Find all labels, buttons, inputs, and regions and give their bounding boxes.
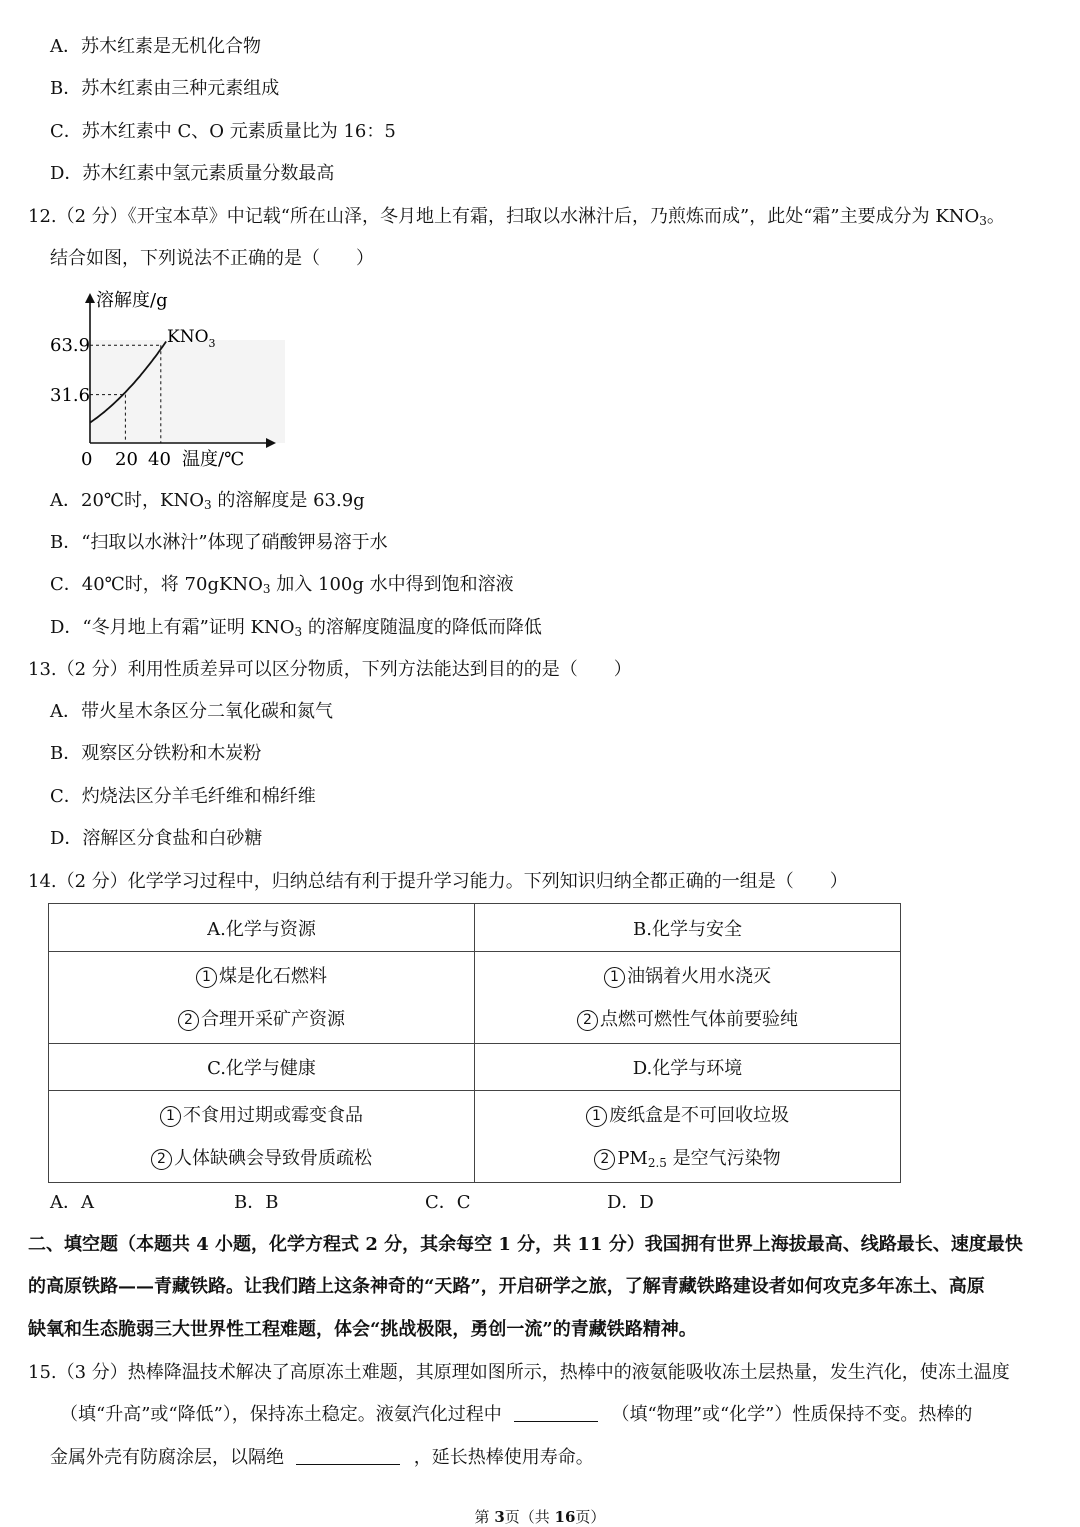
q13-stem: 13.（2 分）利用性质差异可以区分物质，下列方法能达到目的的是（ ） [28,659,632,680]
circled-number-2: 2 [151,1149,172,1170]
circled-number-2: 2 [577,1010,598,1031]
q11-option-a: A．苏木红素是无机化合物 [50,36,261,57]
list-item [49,1137,474,1180]
q12-option-a-text: A．20℃时，KNO [50,490,204,511]
q12-option-a-text-end: 的溶解度是 63.9g [211,490,365,511]
item-text: PM [617,1147,648,1169]
item-text: 合理开采矿产资源 [201,1008,345,1030]
list-item [475,998,900,1041]
blank-1[interactable] [514,1405,598,1422]
y-axis-label: 溶解度/g [96,290,168,311]
q11-option-c: C．苏木红素中 C、O 元素质量比为 16：5 [50,121,396,142]
subscript: 3 [294,625,303,639]
blank-2[interactable] [296,1448,400,1465]
q12-option-d-text-end: 的溶解度随温度的降低而降低 [302,617,542,638]
table-row [49,1044,901,1091]
item-text: 不食用过期或霉变食品 [183,1104,363,1126]
series-label-sub: 3 [208,337,216,350]
q13-option-d: D．溶解区分食盐和白砂糖 [50,828,263,849]
q15-line3-text: 金属外壳有防腐涂层，以隔绝 [50,1447,284,1468]
q12-option-b: B．“扫取以水淋汁”体现了硝酸钾易溶于水 [50,532,388,553]
q12-stem-line1 [28,206,1005,228]
total-pages: 16 [554,1508,576,1526]
subscript: 3 [262,582,271,596]
q15-line2-text: （填“升高”或“降低”），保持冻土稳定。液氨汽化过程中 [60,1404,502,1425]
section2-line3: 缺氧和生态脆弱三大世界性工程难题，体会“挑战极限，勇创一流”的青藏铁路精神。 [28,1319,697,1340]
q12-stem-line2: 结合如图，下列说法不正确的是（ ） [50,248,374,269]
item-text: 人体缺碘会导致骨质疏松 [174,1147,372,1169]
table-row [49,952,901,1044]
circled-number-2: 2 [594,1149,615,1170]
cell-d-head: D.化学与环境 [475,1044,901,1091]
subscript: 3 [979,214,987,228]
subscript: 3 [204,498,212,512]
chart-background [90,340,285,443]
q15-line3 [50,1447,594,1469]
page-number: 3 [494,1508,505,1526]
q14-answer-d: D．D [607,1192,654,1213]
q12-option-d-text: D．“冬月地上有霜”证明 KNO [50,617,295,638]
item-text-end: 是空气污染物 [666,1147,781,1169]
footer-text: 页（共 [504,1508,555,1526]
q12-option-c-text-end: 加入 100g 水中得到饱和溶液 [270,574,514,595]
q15-line1: 15.（3 分）热棒降温技术解决了高原冻土难题，其原理如图所示，热棒中的液氨能吸收冻土层热量，发生汽化，使冻土温度 [28,1362,1010,1383]
item-text: 煤是化石燃料 [219,965,327,987]
x-tick-0: 0 [81,449,93,470]
cell-c-items [49,1091,475,1183]
q12-stem-end: 。 [986,206,1005,227]
q13-option-a: A．带火星木条区分二氧化碳和氮气 [50,701,333,722]
cell-a-head: A.化学与资源 [49,904,475,952]
footer-text: 第 [474,1508,495,1526]
y-tick-31.6: 31.6 [50,385,91,406]
q13-option-b: B．观察区分铁粉和木炭粉 [50,743,262,764]
x-tick-20: 20 [115,449,138,470]
q14-answer-a: A．A [50,1192,94,1213]
footer-text: 页） [575,1508,606,1526]
list-item [49,955,474,998]
q15-line2 [60,1404,972,1426]
q11-option-d: D．苏木红素中氢元素质量分数最高 [50,163,335,184]
q12-option-c-text: C．40℃时，将 70gKNO [50,574,263,595]
q12-stem-text: 12.（2 分）《开宝本草》中记载“所在山泽，冬月地上有霜，扫取以水淋汁后，乃煎炼而成”，此处“霜”主要成分为 KNO [28,206,980,227]
x-tick-40: 40 [148,449,171,470]
cell-c-head: C.化学与健康 [49,1044,475,1091]
circled-number-1: 1 [196,967,217,988]
q14-answer-b: B．B [234,1192,279,1213]
series-label [167,327,216,350]
list-item [475,1137,900,1180]
cell-a-items [49,952,475,1044]
table-row [49,904,901,952]
cell-d-items [475,1091,901,1183]
item-text: 点燃可燃性气体前要验纯 [600,1008,798,1030]
q15-line3-text-end: ，延长热棒使用寿命。 [413,1447,594,1468]
item-text: 油锅着火用水浇灭 [627,965,771,987]
circled-number-1: 1 [586,1106,607,1127]
q12-option-d [50,617,542,639]
solubility-chart [40,285,300,470]
list-item [475,1094,900,1137]
q14-answer-c: C．C [425,1192,471,1213]
q12-option-c [50,574,514,596]
q13-option-c: C．灼烧法区分羊毛纤维和棉纤维 [50,786,316,807]
list-item [475,955,900,998]
q14-knowledge-table [48,903,901,1183]
circled-number-2: 2 [178,1010,199,1031]
cell-b-items [475,952,901,1044]
y-axis-arrow [85,293,95,303]
q12-option-a [50,490,365,512]
q15-line2-text-end: （填“物理”或“化学”）性质保持不变。热棒的 [611,1404,973,1425]
section2-line2: 的高原铁路——青藏铁路。让我们踏上这条神奇的“天路”，开启研学之旅，了解青藏铁路建设者如何攻克多年冻土、高原 [28,1276,985,1297]
series-label-main: KNO [167,327,209,347]
item-text: 废纸盒是不可回收垃圾 [609,1104,789,1126]
section2-line1: 二、填空题（本题共 4 小题，化学方程式 2 分，其余每空 1 分，共 11 分）我国拥有世界上海拔最高、线路最长、速度最快 [28,1234,1023,1255]
q11-option-b: B．苏木红素由三种元素组成 [50,78,280,99]
circled-number-1: 1 [160,1106,181,1127]
subscript: 2.5 [647,1155,667,1170]
page-footer [0,1506,1080,1527]
table-row [49,1091,901,1183]
list-item [49,1094,474,1137]
list-item [49,998,474,1041]
cell-b-head: B.化学与安全 [475,904,901,952]
y-tick-63.9: 63.9 [50,335,91,356]
q14-stem: 14.（2 分）化学学习过程中，归纳总结有利于提升学习能力。下列知识归纳全都正确的一组是（ ） [28,871,848,892]
x-axis-label: 温度/℃ [182,449,245,470]
circled-number-1: 1 [604,967,625,988]
